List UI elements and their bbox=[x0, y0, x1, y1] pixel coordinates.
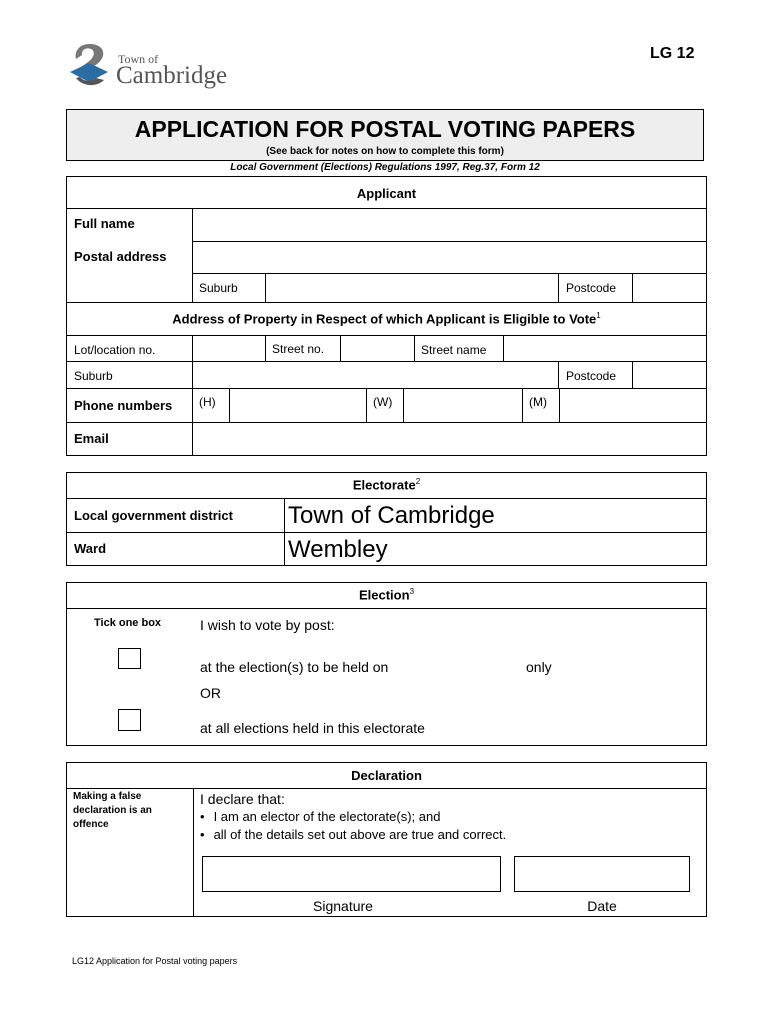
property-postcode-field[interactable] bbox=[633, 362, 706, 388]
footer-text: LG12 Application for Postal voting papers bbox=[72, 956, 238, 966]
form-note: (See back for notes on how to complete this form) bbox=[266, 146, 504, 157]
street-no-label: Street no. bbox=[272, 342, 325, 356]
swan-logo-icon bbox=[66, 42, 112, 92]
postal-postcode-field[interactable] bbox=[633, 274, 706, 302]
election-intro: I wish to vote by post: bbox=[200, 617, 335, 633]
logo-town-of: Town of bbox=[118, 52, 159, 66]
checkbox-all-elections[interactable] bbox=[118, 709, 141, 731]
property-suburb-field[interactable] bbox=[193, 362, 558, 388]
phone-home-field[interactable] bbox=[230, 389, 366, 422]
email-field[interactable] bbox=[193, 423, 706, 455]
tick-one-box-label: Tick one box bbox=[94, 617, 162, 629]
street-name-label: Street name bbox=[421, 343, 487, 357]
date-label: Date bbox=[587, 898, 617, 914]
district-value: Town of Cambridge bbox=[288, 502, 495, 529]
phone-label: Phone numbers bbox=[74, 398, 173, 413]
ward-label: Ward bbox=[74, 541, 107, 556]
postal-address-field[interactable] bbox=[193, 242, 706, 273]
street-no-field[interactable] bbox=[341, 336, 414, 361]
street-name-field[interactable] bbox=[504, 336, 706, 361]
property-heading: Address of Property in Respect of which Applicant is Eligible to Vote$^1$ bbox=[172, 311, 601, 327]
full-name-label: Full name bbox=[74, 216, 135, 231]
false-declaration-warning: Making a false declaration is an offence bbox=[73, 791, 152, 830]
option-all-elections: at all elections held in this electorate bbox=[200, 720, 425, 736]
lot-label: Lot/location no. bbox=[74, 343, 156, 357]
phone-mobile-label: (M) bbox=[529, 395, 547, 409]
phone-work-label: (W) bbox=[373, 395, 393, 409]
bullet-icon: • bbox=[200, 809, 205, 824]
town-logo bbox=[66, 42, 246, 94]
form-title: APPLICATION FOR POSTAL VOTING PAPERS bbox=[134, 116, 636, 142]
election-date-field[interactable] bbox=[394, 652, 519, 676]
footnote-1: 1 bbox=[596, 311, 601, 320]
date-field[interactable] bbox=[514, 856, 690, 892]
option-specific-suffix: only bbox=[526, 659, 552, 675]
property-postcode-label: Postcode bbox=[566, 369, 617, 383]
footnote-2: 2 bbox=[415, 477, 421, 486]
applicant-heading: Applicant bbox=[356, 186, 417, 201]
option-specific-election: at the election(s) to be held on bbox=[200, 659, 389, 675]
form-code: LG 12 bbox=[650, 45, 695, 62]
postal-suburb-field[interactable] bbox=[266, 274, 558, 302]
electorate-heading: Electorate$^2$ bbox=[352, 477, 421, 493]
declaration-bullet-2: • all of the details set out above are true and correct. bbox=[200, 827, 507, 842]
declaration-bullet-1: • I am an elector of the electorate(s); and bbox=[200, 809, 441, 824]
district-label: Local government district bbox=[74, 508, 233, 523]
email-label: Email bbox=[74, 431, 109, 446]
title-box bbox=[66, 109, 704, 161]
checkbox-specific-election[interactable] bbox=[118, 648, 141, 669]
lot-field[interactable] bbox=[193, 336, 265, 361]
full-name-field[interactable] bbox=[193, 209, 706, 241]
bullet-icon: • bbox=[200, 827, 205, 842]
footnote-3: 3 bbox=[409, 587, 415, 596]
logo-cambridge: Cambridge bbox=[116, 62, 228, 89]
election-heading: Election$^3$ bbox=[358, 587, 415, 603]
phone-home-label: (H) bbox=[199, 395, 216, 409]
postal-address-label: Postal address bbox=[74, 249, 167, 264]
declaration-intro: I declare that: bbox=[200, 791, 285, 807]
suburb-label: Suburb bbox=[199, 281, 238, 295]
postcode-label: Postcode bbox=[566, 281, 617, 295]
property-suburb-label: Suburb bbox=[74, 369, 113, 383]
regulation-reference: Local Government (Elections) Regulations 1997, Reg.37, Form 12 bbox=[230, 162, 540, 173]
signature-field[interactable] bbox=[202, 856, 501, 892]
signature-label: Signature bbox=[313, 898, 373, 914]
declaration-heading: Declaration bbox=[351, 768, 422, 783]
phone-mobile-field[interactable] bbox=[560, 389, 706, 422]
or-label: OR bbox=[200, 685, 221, 701]
phone-work-field[interactable] bbox=[404, 389, 522, 422]
ward-value: Wembley bbox=[288, 536, 388, 563]
